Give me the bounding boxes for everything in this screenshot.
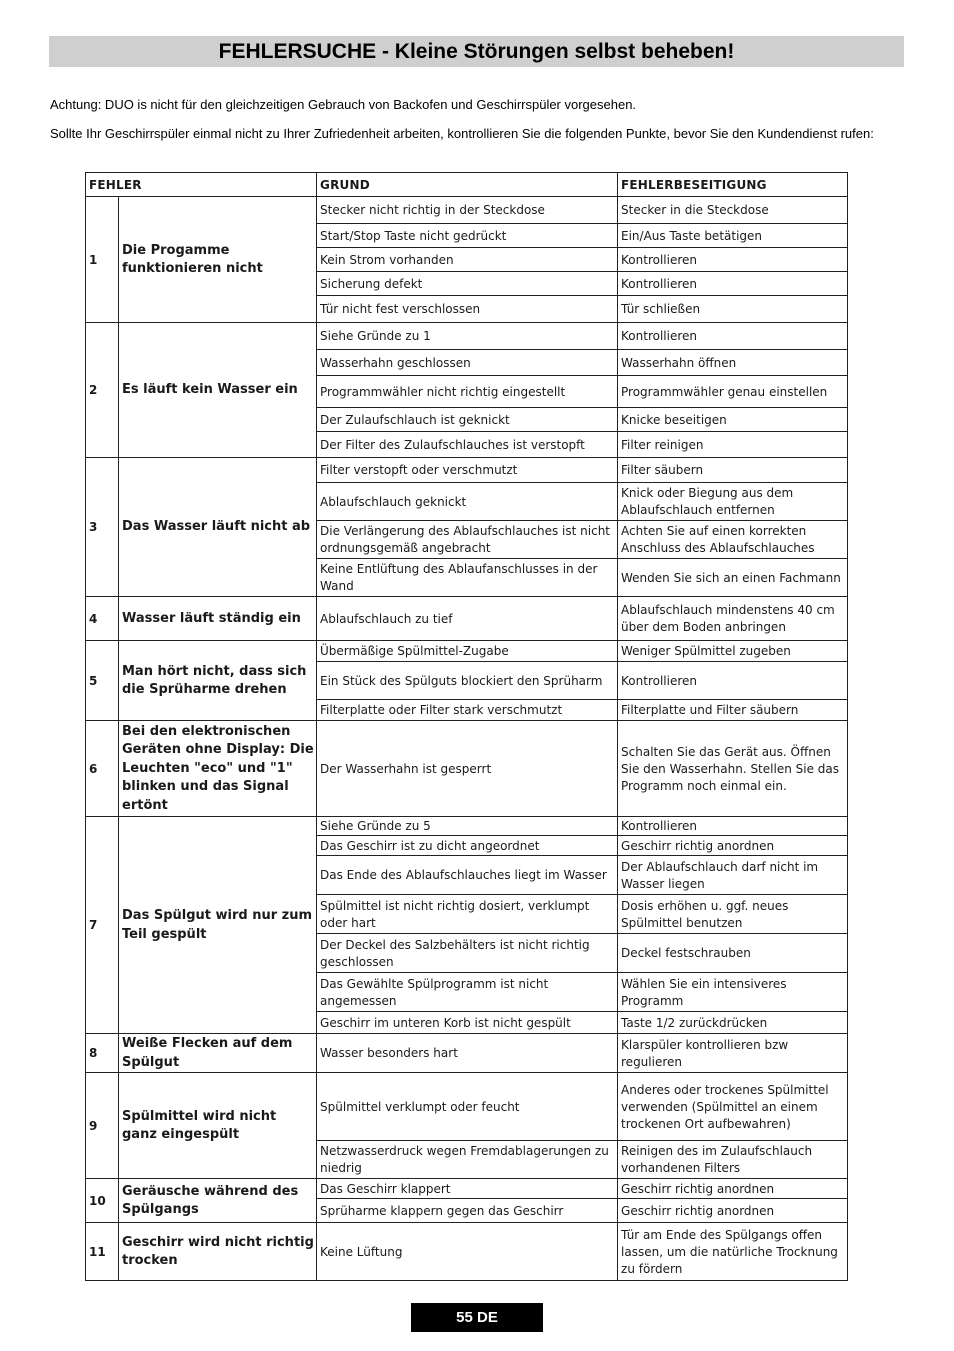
cause-cell: Der Zulaufschlauch ist geknickt xyxy=(317,408,618,432)
table-row xyxy=(86,641,848,662)
cause-cell: Der Wasserhahn ist gesperrt xyxy=(317,721,618,817)
fault-number: 3 xyxy=(86,458,119,597)
fault-description: Die Progamme funktionieren nicht xyxy=(119,197,317,323)
fix-cell: Kontrollieren xyxy=(618,323,848,350)
page-title: FEHLERSUCHE - Kleine Störungen selbst beheben! xyxy=(49,36,904,67)
table-row xyxy=(86,197,848,224)
fix-cell: Anderes oder trockenes Spülmittel verwenden (Spülmittel an einem trockenen Ort aufbewahren) xyxy=(618,1073,848,1141)
cause-cell: Filterplatte oder Filter stark verschmutzt xyxy=(317,700,618,721)
fix-cell: Klarspüler kontrollieren bzw regulieren xyxy=(618,1034,848,1073)
cause-cell: Geschirr im unteren Korb ist nicht gespült xyxy=(317,1012,618,1034)
cause-cell: Filter verstopft oder verschmutzt xyxy=(317,458,618,483)
fault-number: 1 xyxy=(86,197,119,323)
fix-cell: Geschirr richtig anordnen xyxy=(618,1199,848,1223)
cause-cell: Keine Entlüftung des Ablaufanschlusses in der Wand xyxy=(317,559,618,597)
cause-cell: Das Ende des Ablaufschlauches liegt im Wasser xyxy=(317,856,618,895)
fix-cell: Weniger Spülmittel zugeben xyxy=(618,641,848,662)
fault-number: 4 xyxy=(86,597,119,641)
cause-cell: Das Geschirr klappert xyxy=(317,1179,618,1199)
fix-cell: Taste 1/2 zurückdrücken xyxy=(618,1012,848,1034)
fix-cell: Filterplatte und Filter säubern xyxy=(618,700,848,721)
fix-cell: Wasserhahn öffnen xyxy=(618,350,848,376)
fix-cell: Stecker in die Steckdose xyxy=(618,197,848,224)
fault-description: Geräusche während des Spülgangs xyxy=(119,1179,317,1223)
fault-number: 9 xyxy=(86,1073,119,1179)
header-cause: GRUND xyxy=(317,173,618,197)
fault-number: 2 xyxy=(86,323,119,458)
fault-description: Es läuft kein Wasser ein xyxy=(119,323,317,458)
fix-cell: Ein/Aus Taste betätigen xyxy=(618,224,848,248)
fix-cell: Der Ablaufschlauch darf nicht im Wasser liegen xyxy=(618,856,848,895)
cause-cell: Sprüharme klappern gegen das Geschirr xyxy=(317,1199,618,1223)
fix-cell: Programmwähler genau einstellen xyxy=(618,376,848,408)
table-row xyxy=(86,597,848,641)
table-row xyxy=(86,721,848,817)
page-number: 55 DE xyxy=(411,1303,543,1332)
fault-number: 6 xyxy=(86,721,119,817)
cause-cell: Keine Lüftung xyxy=(317,1223,618,1281)
fix-cell: Knick oder Biegung aus dem Ablaufschlauch entfernen xyxy=(618,483,848,521)
cause-cell: Sicherung defekt xyxy=(317,272,618,296)
cause-cell: Die Verlängerung des Ablaufschlauches ist nicht ordnungsgemäß angebracht xyxy=(317,521,618,559)
fault-description: Das Wasser läuft nicht ab xyxy=(119,458,317,597)
fix-cell: Deckel festschrauben xyxy=(618,934,848,973)
table-header-row xyxy=(86,173,848,197)
cause-cell: Stecker nicht richtig in der Steckdose xyxy=(317,197,618,224)
intro-text: Sollte Ihr Geschirrspüler einmal nicht zu Ihrer Zufriedenheit arbeiten, kontrollieren Sie die folgenden Punkte, bevor Sie den Kundendienst rufen: xyxy=(50,126,874,141)
table-row xyxy=(86,1073,848,1141)
cause-cell: Das Gewählte Spülprogramm ist nicht angemessen xyxy=(317,973,618,1012)
table-row xyxy=(86,1179,848,1199)
fault-number: 8 xyxy=(86,1034,119,1073)
fix-cell: Schalten Sie das Gerät aus. Öffnen Sie den Wasserhahn. Stellen Sie das Programm noch einmal ein. xyxy=(618,721,848,817)
fix-cell: Filter reinigen xyxy=(618,432,848,458)
table-row xyxy=(86,817,848,836)
table-row xyxy=(86,1223,848,1281)
table-row xyxy=(86,458,848,483)
fix-cell: Ablaufschlauch mindenstens 40 cm über dem Boden anbringen xyxy=(618,597,848,641)
fault-description: Das Spülgut wird nur zum Teil gespült xyxy=(119,817,317,1034)
cause-cell: Wasser besonders hart xyxy=(317,1034,618,1073)
fix-cell: Knicke beseitigen xyxy=(618,408,848,432)
cause-cell: Tür nicht fest verschlossen xyxy=(317,296,618,323)
fix-cell: Tür schließen xyxy=(618,296,848,323)
fix-cell: Reinigen des im Zulaufschlauch vorhandenen Filters xyxy=(618,1141,848,1179)
fix-cell: Kontrollieren xyxy=(618,272,848,296)
fault-description: Spülmittel wird nicht ganz eingespült xyxy=(119,1073,317,1179)
table-row xyxy=(86,323,848,350)
fault-number: 10 xyxy=(86,1179,119,1223)
troubleshooting-table xyxy=(85,172,848,1281)
fix-cell: Wenden Sie sich an einen Fachmann xyxy=(618,559,848,597)
cause-cell: Spülmittel ist nicht richtig dosiert, verklumpt oder hart xyxy=(317,895,618,934)
fix-cell: Kontrollieren xyxy=(618,662,848,700)
table-body xyxy=(86,197,848,1281)
fix-cell: Kontrollieren xyxy=(618,248,848,272)
fault-number: 7 xyxy=(86,817,119,1034)
fault-number: 11 xyxy=(86,1223,119,1281)
cause-cell: Das Geschirr ist zu dicht angeordnet xyxy=(317,836,618,856)
cause-cell: Ablaufschlauch zu tief xyxy=(317,597,618,641)
cause-cell: Ablaufschlauch geknickt xyxy=(317,483,618,521)
fault-description: Bei den elektronischen Geräten ohne Display: Die Leuchten "eco" und "1" blinken und das Signal ertönt xyxy=(119,721,317,817)
cause-cell: Der Deckel des Salzbehälters ist nicht richtig geschlossen xyxy=(317,934,618,973)
cause-cell: Wasserhahn geschlossen xyxy=(317,350,618,376)
fault-description: Wasser läuft ständig ein xyxy=(119,597,317,641)
fix-cell: Achten Sie auf einen korrekten Anschluss des Ablaufschlauches xyxy=(618,521,848,559)
cause-cell: Siehe Gründe zu 1 xyxy=(317,323,618,350)
fix-cell: Kontrollieren xyxy=(618,817,848,836)
fault-description: Weiße Flecken auf dem Spülgut xyxy=(119,1034,317,1073)
fault-description: Geschirr wird nicht richtig trocken xyxy=(119,1223,317,1281)
table-row xyxy=(86,1034,848,1073)
cause-cell: Spülmittel verklumpt oder feucht xyxy=(317,1073,618,1141)
cause-cell: Start/Stop Taste nicht gedrückt xyxy=(317,224,618,248)
fault-number: 5 xyxy=(86,641,119,721)
fix-cell: Geschirr richtig anordnen xyxy=(618,836,848,856)
fix-cell: Geschirr richtig anordnen xyxy=(618,1179,848,1199)
fix-cell: Dosis erhöhen u. ggf. neues Spülmittel benutzen xyxy=(618,895,848,934)
fix-cell: Filter säubern xyxy=(618,458,848,483)
cause-cell: Übermäßige Spülmittel-Zugabe xyxy=(317,641,618,662)
header-fault: FEHLER xyxy=(86,173,317,197)
warning-text: Achtung: DUO is nicht für den gleichzeitigen Gebrauch von Backofen und Geschirrspüler vorgesehen. xyxy=(50,97,637,112)
header-fix: FEHLERBESEITIGUNG xyxy=(618,173,848,197)
fix-cell: Wählen Sie ein intensiveres Programm xyxy=(618,973,848,1012)
cause-cell: Der Filter des Zulaufschlauches ist verstopft xyxy=(317,432,618,458)
cause-cell: Netzwasserdruck wegen Fremdablagerungen zu niedrig xyxy=(317,1141,618,1179)
cause-cell: Kein Strom vorhanden xyxy=(317,248,618,272)
cause-cell: Ein Stück des Spülguts blockiert den Sprüharm xyxy=(317,662,618,700)
fault-description: Man hört nicht, dass sich die Sprüharme drehen xyxy=(119,641,317,721)
cause-cell: Programmwähler nicht richtig eingestellt xyxy=(317,376,618,408)
cause-cell: Siehe Gründe zu 5 xyxy=(317,817,618,836)
fix-cell: Tür am Ende des Spülgangs offen lassen, um die natürliche Trocknung zu fördern xyxy=(618,1223,848,1281)
